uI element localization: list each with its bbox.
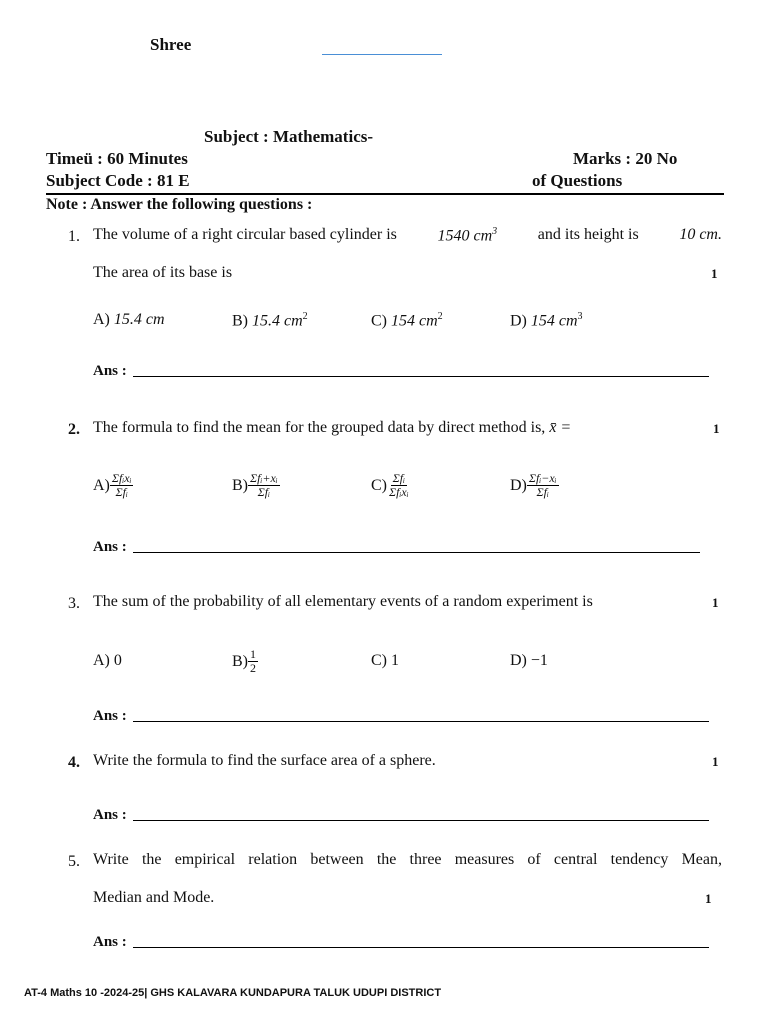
question-3-text: The sum of the probability of all elementary events of a random experiment is bbox=[93, 593, 593, 610]
question-2-text: The formula to find the mean for the grouped data by direct method is, x̄ = bbox=[93, 419, 572, 436]
of-questions-label: of Questions bbox=[532, 171, 623, 190]
question-mark: 1 bbox=[711, 266, 718, 281]
answer-line[interactable] bbox=[133, 376, 709, 377]
time-label: Timeü : 60 Minutes bbox=[46, 149, 188, 168]
page-footer: AT-4 Maths 10 -2024-25| GHS KALAVARA KUNDAPURA TALUK UDUPI DISTRICT bbox=[24, 987, 442, 999]
answer-line[interactable] bbox=[133, 721, 709, 722]
answer-label: Ans : bbox=[93, 934, 127, 950]
question-mark: 1 bbox=[712, 595, 719, 610]
option-b: B) $\frac{1}{2}$ bbox=[232, 647, 256, 675]
question-number: 4. bbox=[68, 754, 80, 771]
subject-title: Subject : Mathematics- bbox=[204, 127, 374, 146]
answer-line[interactable] bbox=[133, 947, 709, 948]
q1-text-b: and its height is bbox=[537, 226, 639, 243]
question-mark: 1 bbox=[705, 891, 712, 906]
answer-line[interactable] bbox=[133, 820, 709, 821]
question-number: 2. bbox=[68, 421, 80, 438]
q1-height-value: 10 cm. bbox=[679, 226, 722, 243]
marks-label: Marks : 20 No bbox=[573, 149, 678, 168]
option-a: A) 0 bbox=[93, 652, 122, 669]
question-5-line1: Write the empirical relation between the three measures of central tendency Mean, bbox=[93, 851, 722, 868]
answer-label: Ans : bbox=[93, 539, 127, 555]
option-d: D) −1 bbox=[510, 652, 548, 669]
question-mark: 1 bbox=[713, 421, 720, 436]
subject-code-label: Subject Code : 81 E bbox=[46, 171, 190, 190]
answer-label: Ans : bbox=[93, 708, 127, 724]
option-a: A) $\frac{\text{Σfᵢxᵢ}}{\text{Σfᵢ}}$ bbox=[93, 471, 132, 499]
question-number: 3. bbox=[68, 595, 80, 612]
header-divider bbox=[46, 193, 724, 195]
option-c: C) $\frac{\text{Σfᵢ}}{\text{Σfᵢxᵢ}}$ bbox=[371, 471, 409, 499]
q1-volume-value: 1540 $cm^3$ bbox=[437, 226, 498, 245]
question-4-text: Write the formula to find the surface area of a sphere. bbox=[93, 752, 436, 769]
answer-line[interactable] bbox=[133, 552, 700, 553]
question-mark: 1 bbox=[712, 754, 719, 769]
option-d: D) 154 $cm^3$ bbox=[510, 311, 583, 330]
question-number: 1. bbox=[68, 228, 80, 245]
note-text: Note : Answer the following questions : bbox=[46, 196, 313, 213]
question-1-line1 bbox=[93, 226, 722, 245]
option-c: C) 1 bbox=[371, 652, 399, 669]
option-c: C) 154 $cm^2$ bbox=[371, 311, 443, 330]
answer-label: Ans : bbox=[93, 363, 127, 379]
q1-text-a: The volume of a right circular based cylinder is bbox=[93, 226, 397, 243]
option-b: B) $\frac{\text{Σfᵢ+xᵢ}}{\text{Σfᵢ}}$ bbox=[232, 471, 278, 499]
name-blank-line bbox=[322, 54, 442, 55]
answer-label: Ans : bbox=[93, 807, 127, 823]
shree-text: Shree bbox=[150, 35, 192, 54]
option-b: B) 15.4 $cm^2$ bbox=[232, 311, 308, 330]
question-5-line2: Median and Mode. bbox=[93, 889, 215, 906]
option-a: A) 15.4 cm bbox=[93, 311, 165, 328]
option-d: D) $\frac{\text{Σfᵢ−xᵢ}}{\text{Σfᵢ}}$ bbox=[510, 471, 557, 499]
question-1-line2: The area of its base is bbox=[93, 264, 233, 281]
question-number: 5. bbox=[68, 853, 80, 870]
